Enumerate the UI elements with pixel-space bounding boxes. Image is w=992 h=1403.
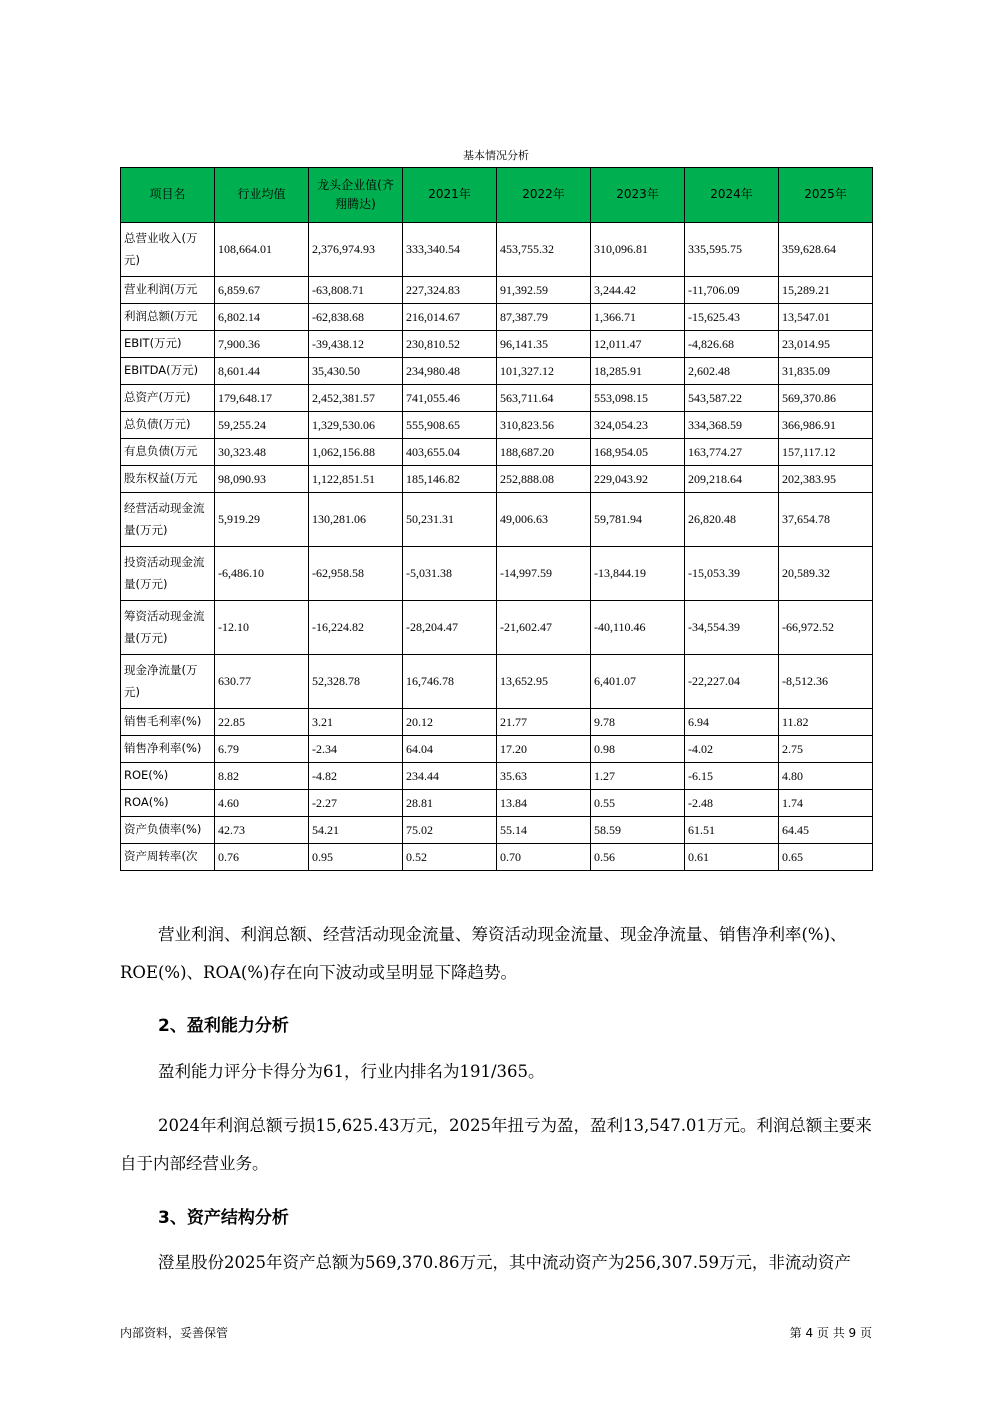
table-cell: 21.77: [497, 709, 591, 736]
table-cell: 333,340.54: [403, 223, 497, 277]
table-cell: 6.79: [215, 736, 309, 763]
table-cell: 52,328.78: [309, 655, 403, 709]
table-cell: 7,900.36: [215, 331, 309, 358]
table-cell: -15,625.43: [685, 304, 779, 331]
table-cell: 58.59: [591, 817, 685, 844]
table-cell: 569,370.86: [779, 385, 873, 412]
row-label: EBIT(万元): [121, 331, 215, 358]
table-cell: 4.80: [779, 763, 873, 790]
table-cell: -12.10: [215, 601, 309, 655]
table-cell: 98,090.93: [215, 466, 309, 493]
table-cell: 2,602.48: [685, 358, 779, 385]
table-cell: 234,980.48: [403, 358, 497, 385]
table-cell: 563,711.64: [497, 385, 591, 412]
row-label: 总负债(万元): [121, 412, 215, 439]
table-cell: 2.75: [779, 736, 873, 763]
table-cell: 0.65: [779, 844, 873, 871]
table-cell: -6.15: [685, 763, 779, 790]
row-label: 现金净流量(万元): [121, 655, 215, 709]
table-cell: 157,117.12: [779, 439, 873, 466]
table-cell: 555,908.65: [403, 412, 497, 439]
table-cell: 0.56: [591, 844, 685, 871]
table-cell: 18,285.91: [591, 358, 685, 385]
table-cell: -62,838.68: [309, 304, 403, 331]
header-industry-avg: 行业均值: [215, 168, 309, 223]
row-label: 利润总额(万元: [121, 304, 215, 331]
header-year-2021: 2021年: [403, 168, 497, 223]
table-cell: 13,652.95: [497, 655, 591, 709]
table-cell: -16,224.82: [309, 601, 403, 655]
table-cell: 50,231.31: [403, 493, 497, 547]
table-row: [121, 493, 873, 547]
table-cell: 230,810.52: [403, 331, 497, 358]
table-cell: 101,327.12: [497, 358, 591, 385]
table-cell: 1.74: [779, 790, 873, 817]
row-label: ROA(%): [121, 790, 215, 817]
table-cell: 26,820.48: [685, 493, 779, 547]
table-cell: 55.14: [497, 817, 591, 844]
table-cell: -28,204.47: [403, 601, 497, 655]
table-cell: 75.02: [403, 817, 497, 844]
table-cell: 61.51: [685, 817, 779, 844]
row-label: ROE(%): [121, 763, 215, 790]
table-cell: 234.44: [403, 763, 497, 790]
table-row: [121, 655, 873, 709]
table-cell: 59,255.24: [215, 412, 309, 439]
basic-analysis-table: [120, 167, 873, 871]
table-cell: 229,043.92: [591, 466, 685, 493]
table-cell: 0.76: [215, 844, 309, 871]
table-cell: 179,648.17: [215, 385, 309, 412]
table-cell: 37,654.78: [779, 493, 873, 547]
row-label: 股东权益(万元: [121, 466, 215, 493]
table-cell: 334,368.59: [685, 412, 779, 439]
table-row: [121, 547, 873, 601]
header-year-2023: 2023年: [591, 168, 685, 223]
table-cell: 6.94: [685, 709, 779, 736]
table-cell: 0.95: [309, 844, 403, 871]
table-cell: 16,746.78: [403, 655, 497, 709]
table-row: [121, 385, 873, 412]
table-cell: -4.02: [685, 736, 779, 763]
table-row: [121, 736, 873, 763]
table-cell: 4.60: [215, 790, 309, 817]
section3-paragraph: 澄星股份2025年资产总额为569,370.86万元，其中流动资产为256,307.59万元，非流动资产: [158, 1253, 851, 1272]
table-cell: 49,006.63: [497, 493, 591, 547]
table-cell: 96,141.35: [497, 331, 591, 358]
table-cell: -62,958.58: [309, 547, 403, 601]
trend-paragraph: 营业利润、利润总额、经营活动现金流量、筹资活动现金流量、现金净流量、销售净利率(%)、ROE(%)、ROA(%)存在向下波动或呈明显下降趋势。: [120, 925, 847, 982]
table-cell: -4,826.68: [685, 331, 779, 358]
table-cell: -2.34: [309, 736, 403, 763]
table-cell: 20,589.32: [779, 547, 873, 601]
table-row: [121, 817, 873, 844]
header-year-2022: 2022年: [497, 168, 591, 223]
table-cell: -2.48: [685, 790, 779, 817]
table-cell: 0.55: [591, 790, 685, 817]
table-row: [121, 844, 873, 871]
table-cell: 1,329,530.06: [309, 412, 403, 439]
row-label: 筹资活动现金流量(万元): [121, 601, 215, 655]
table-row: [121, 601, 873, 655]
table-cell: 28.81: [403, 790, 497, 817]
section2-heading: 2、盈利能力分析: [158, 1016, 289, 1036]
table-cell: 108,664.01: [215, 223, 309, 277]
header-leader-value: 龙头企业值(齐翔腾达): [309, 168, 403, 223]
table-cell: 64.04: [403, 736, 497, 763]
table-cell: -66,972.52: [779, 601, 873, 655]
table-cell: 54.21: [309, 817, 403, 844]
table-row: [121, 709, 873, 736]
table-cell: 130,281.06: [309, 493, 403, 547]
section3-heading: 3、资产结构分析: [158, 1208, 289, 1228]
table-cell: 1.27: [591, 763, 685, 790]
table-cell: 6,401.07: [591, 655, 685, 709]
table-cell: 188,687.20: [497, 439, 591, 466]
table-cell: 3.21: [309, 709, 403, 736]
table-cell: 453,755.32: [497, 223, 591, 277]
table-cell: 20.12: [403, 709, 497, 736]
table-cell: -6,486.10: [215, 547, 309, 601]
table-cell: 35.63: [497, 763, 591, 790]
section2-score-paragraph: 盈利能力评分卡得分为61，行业内排名为191/365。: [158, 1062, 545, 1081]
table-cell: 553,098.15: [591, 385, 685, 412]
table-cell: 1,062,156.88: [309, 439, 403, 466]
table-cell: 15,289.21: [779, 277, 873, 304]
table-cell: 630.77: [215, 655, 309, 709]
table-row: [121, 304, 873, 331]
header-year-2024: 2024年: [685, 168, 779, 223]
row-label: 投资活动现金流量(万元): [121, 547, 215, 601]
section2-profit-paragraph: 2024年利润总额亏损15,625.43万元，2025年扭亏为盈，盈利13,547.01万元。利润总额主要来自于内部经营业务。: [120, 1116, 872, 1173]
row-label: 资产周转率(次: [121, 844, 215, 871]
table-cell: -63,808.71: [309, 277, 403, 304]
table-cell: 202,383.95: [779, 466, 873, 493]
table-cell: 0.70: [497, 844, 591, 871]
table-cell: 31,835.09: [779, 358, 873, 385]
table-cell: -4.82: [309, 763, 403, 790]
table-cell: 335,595.75: [685, 223, 779, 277]
table-row: [121, 763, 873, 790]
table-cell: -2.27: [309, 790, 403, 817]
table-cell: 22.85: [215, 709, 309, 736]
table-cell: -22,227.04: [685, 655, 779, 709]
table-cell: 23,014.95: [779, 331, 873, 358]
table-cell: 64.45: [779, 817, 873, 844]
table-cell: 13,547.01: [779, 304, 873, 331]
table-cell: 543,587.22: [685, 385, 779, 412]
table-cell: 168,954.05: [591, 439, 685, 466]
table-cell: 12,011.47: [591, 331, 685, 358]
row-label: 资产负债率(%): [121, 817, 215, 844]
table-cell: 227,324.83: [403, 277, 497, 304]
table-cell: -14,997.59: [497, 547, 591, 601]
table-row: [121, 412, 873, 439]
footer-page-number: 第 4 页 共 9 页: [789, 1326, 872, 1340]
table-cell: -21,602.47: [497, 601, 591, 655]
table-cell: 366,986.91: [779, 412, 873, 439]
table-cell: 2,452,381.57: [309, 385, 403, 412]
header-item-name: 项目名: [121, 168, 215, 223]
table-cell: 5,919.29: [215, 493, 309, 547]
table-cell: 209,218.64: [685, 466, 779, 493]
table-cell: 9.78: [591, 709, 685, 736]
table-cell: 91,392.59: [497, 277, 591, 304]
table-cell: 1,122,851.51: [309, 466, 403, 493]
table-row: [121, 277, 873, 304]
row-label: 有息负债(万元: [121, 439, 215, 466]
table-cell: 30,323.48: [215, 439, 309, 466]
row-label: 营业利润(万元: [121, 277, 215, 304]
table-caption: 基本情况分析: [463, 149, 529, 162]
table-cell: 17.20: [497, 736, 591, 763]
table-cell: -15,053.39: [685, 547, 779, 601]
table-row: [121, 358, 873, 385]
table-cell: 359,628.64: [779, 223, 873, 277]
row-label: EBITDA(万元): [121, 358, 215, 385]
table-cell: 0.52: [403, 844, 497, 871]
table-row: [121, 331, 873, 358]
table-cell: 6,802.14: [215, 304, 309, 331]
table-cell: -8,512.36: [779, 655, 873, 709]
table-cell: 0.61: [685, 844, 779, 871]
row-label: 总营业收入(万元): [121, 223, 215, 277]
table-header-row: [121, 168, 873, 223]
table-cell: -39,438.12: [309, 331, 403, 358]
table-cell: 0.98: [591, 736, 685, 763]
row-label: 销售毛利率(%): [121, 709, 215, 736]
table-cell: 741,055.46: [403, 385, 497, 412]
table-cell: 310,823.56: [497, 412, 591, 439]
table-row: [121, 790, 873, 817]
table-cell: 163,774.27: [685, 439, 779, 466]
table-cell: 3,244.42: [591, 277, 685, 304]
table-cell: 35,430.50: [309, 358, 403, 385]
table-cell: 42.73: [215, 817, 309, 844]
table-cell: 87,387.79: [497, 304, 591, 331]
row-label: 经营活动现金流量(万元): [121, 493, 215, 547]
table-cell: -5,031.38: [403, 547, 497, 601]
table-cell: 6,859.67: [215, 277, 309, 304]
table-row: [121, 439, 873, 466]
header-year-2025: 2025年: [779, 168, 873, 223]
table-cell: -13,844.19: [591, 547, 685, 601]
table-cell: 324,054.23: [591, 412, 685, 439]
table-cell: -34,554.39: [685, 601, 779, 655]
table-cell: 8.82: [215, 763, 309, 790]
footer-confidential-note: 内部资料，妥善保管: [120, 1326, 229, 1340]
table-cell: 403,655.04: [403, 439, 497, 466]
table-cell: 310,096.81: [591, 223, 685, 277]
table-cell: 8,601.44: [215, 358, 309, 385]
table-cell: -40,110.46: [591, 601, 685, 655]
table-row: [121, 223, 873, 277]
table-cell: 252,888.08: [497, 466, 591, 493]
table-row: [121, 466, 873, 493]
table-cell: 11.82: [779, 709, 873, 736]
table-cell: -11,706.09: [685, 277, 779, 304]
table-cell: 59,781.94: [591, 493, 685, 547]
table-cell: 13.84: [497, 790, 591, 817]
table-cell: 185,146.82: [403, 466, 497, 493]
row-label: 总资产(万元): [121, 385, 215, 412]
table-cell: 1,366.71: [591, 304, 685, 331]
table-cell: 216,014.67: [403, 304, 497, 331]
table-cell: 2,376,974.93: [309, 223, 403, 277]
row-label: 销售净利率(%): [121, 736, 215, 763]
